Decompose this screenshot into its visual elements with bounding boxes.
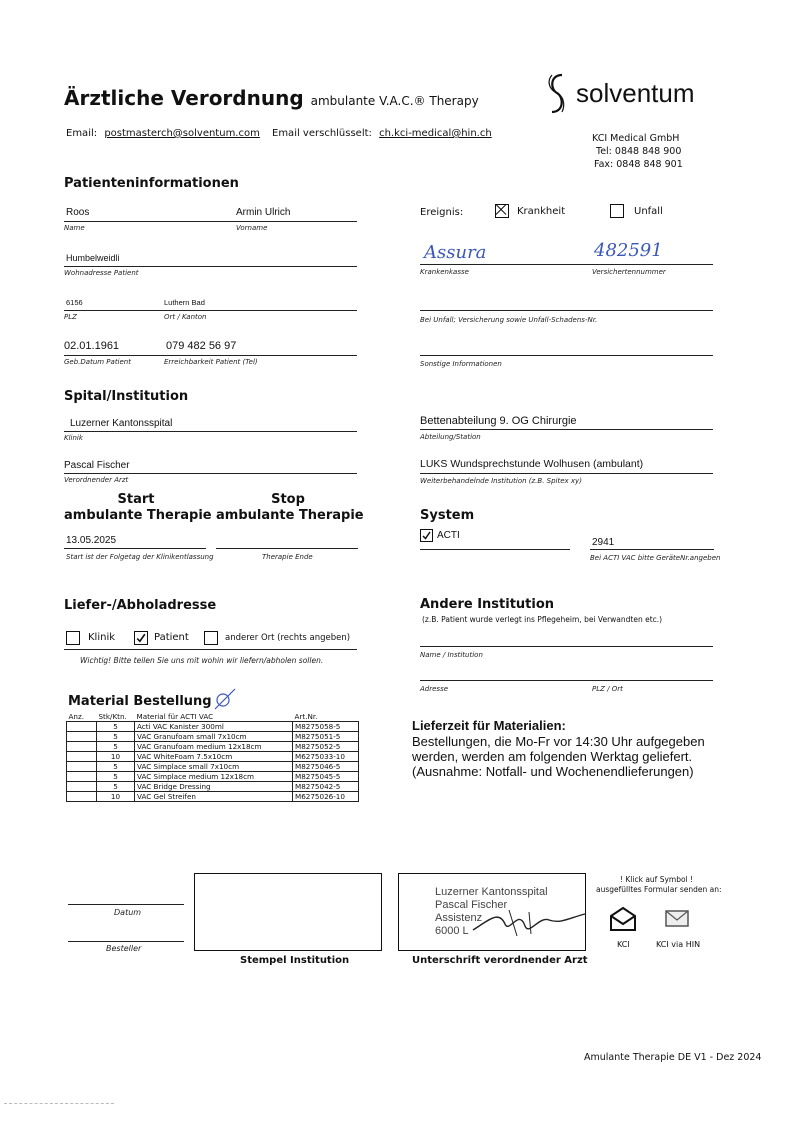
krankheit-label: Krankheit (517, 206, 566, 217)
stempel-box[interactable] (194, 873, 382, 951)
col-material: Material für ACTI VAC (135, 712, 293, 722)
andere-name-caption: Name / Institution (420, 651, 483, 659)
table-row[interactable]: 5 Acti VAC Kanister 300ml M8275058-5 (67, 722, 359, 732)
weiterbehandelnde-caption: Weiterbehandelnde Institution (z.B. Spitex xy) (420, 477, 582, 485)
start-date-value[interactable]: 13.05.2025 (66, 535, 117, 546)
patient-ort[interactable]: Luthern Bad (164, 298, 205, 307)
col-anz: Anz. (67, 712, 97, 722)
table-row[interactable]: 5 VAC Simplace medium 12x18cm M8275045-5 (67, 772, 359, 782)
arzt-caption: Verordnender Arzt (64, 476, 129, 484)
table-row[interactable]: 10 VAC WhiteFoam 7.5x10cm M6275033-10 (67, 752, 359, 762)
col-artnr: Art.Nr. (293, 712, 359, 722)
abteilung-value[interactable]: Bettenabteilung 9. OG Chirurgie (420, 415, 577, 427)
plz-caption: PLZ (64, 313, 77, 321)
stempel-caption: Stempel Institution (240, 955, 350, 966)
liefer-patient-checkbox[interactable] (134, 631, 148, 645)
andere-adresse-caption: Adresse (420, 685, 449, 693)
material-table (66, 712, 359, 802)
system-heading: System (420, 508, 475, 523)
patient-vorname[interactable]: Armin Ulrich (236, 207, 291, 218)
geraet-caption: Bei ACTI VAC bitte GeräteNr.angeben (590, 554, 721, 562)
signature-icon (469, 900, 589, 940)
address-caption: Wohnadresse Patient (64, 269, 139, 277)
email-label: Email: (66, 128, 98, 139)
patient-plz[interactable]: 6156 (66, 298, 83, 307)
versichertennummer-caption: Versichertennummer (592, 268, 666, 276)
table-row[interactable]: 5 VAC Granufoam small 7x10cm M8275051-5 (67, 732, 359, 742)
patient-dob[interactable]: 02.01.1961 (64, 340, 120, 352)
lieferzeit-line1: Bestellungen, die Mo-Fr vor 14:30 Uhr aufgegeben (412, 734, 705, 749)
andere-plz-caption: PLZ / Ort (592, 685, 623, 693)
andere-subtitle: (z.B. Patient wurde verlegt ins Pflegeheim, bei Verwandten etc.) (422, 615, 663, 624)
send-hint: ausgefülltes Formular senden an: (596, 885, 722, 894)
ereignis-label: Ereignis: (420, 207, 464, 218)
company-tel: Tel: 0848 848 900 (596, 146, 682, 157)
email-encrypted-label: Email verschlüsselt: (272, 128, 372, 139)
unfall-caption: Bei Unfall; Versicherung sowie Unfall-Schadens-Nr. (420, 316, 598, 324)
material-heading: Material Bestellung (68, 694, 212, 709)
patient-heading: Patienteninformationen (64, 176, 239, 191)
email-link[interactable]: postmasterch@solventum.com (104, 128, 260, 139)
table-row[interactable]: 5 VAC Bridge Dressing M8275042-5 (67, 782, 359, 792)
liefer-klinik-checkbox[interactable] (66, 631, 80, 645)
stop-heading-1: Stop (271, 492, 305, 507)
spital-heading: Spital/Institution (64, 389, 189, 404)
patient-name[interactable]: Roos (66, 207, 90, 218)
lieferzeit-heading: Lieferzeit für Materialien: (412, 718, 566, 733)
geraet-value[interactable]: 2941 (592, 537, 615, 548)
sonstige-caption: Sonstige Informationen (420, 360, 502, 368)
name-caption: Name (64, 224, 85, 232)
liefer-patient-label: Patient (154, 632, 189, 643)
end-caption: Therapie Ende (262, 553, 313, 561)
company-name: KCI Medical GmbH (592, 133, 680, 144)
material-header-row (67, 712, 359, 722)
stamp-line-1: Luzerner Kantonsspital (435, 886, 548, 898)
unfall-checkbox[interactable] (610, 204, 624, 218)
tel-caption: Erreichbarkeit Patient (Tel) (164, 358, 258, 366)
krankheit-checkbox[interactable] (495, 204, 509, 218)
datum-caption: Datum (114, 908, 142, 917)
check-icon (135, 632, 147, 644)
liefer-anderer-label: anderer Ort (rechts angeben) (225, 633, 351, 643)
stamp-line-4: 6000 L (435, 925, 469, 937)
order-mark-icon (212, 686, 238, 712)
liefer-anderer-checkbox[interactable] (204, 631, 218, 645)
email-encrypted-link[interactable]: ch.kci-medical@hin.ch (379, 128, 492, 139)
klick-hint: ! Klick auf Symbol ! (620, 875, 694, 884)
patient-tel[interactable]: 079 482 56 97 (166, 340, 237, 352)
versichertennummer-value[interactable]: 482591 (594, 240, 663, 261)
table-row[interactable]: 5 VAC Simplace small 7x10cm M8275046-5 (67, 762, 359, 772)
dob-caption: Geb.Datum Patient (64, 358, 131, 366)
page-title: Ärztliche Verordnung ambulante V.A.C.® Therapy (64, 86, 479, 110)
table-row[interactable]: 10 VAC Gel Streifen M6275026-10 (67, 792, 359, 802)
vorname-caption: Vorname (236, 224, 268, 232)
besteller-caption: Besteller (106, 944, 142, 953)
krankenkasse-value[interactable]: Assura (424, 242, 487, 263)
kci-label: KCI (617, 940, 630, 949)
lieferzeit-line3: (Ausnahme: Notfall- und Wochenendlieferungen) (412, 764, 694, 779)
acti-checkbox[interactable] (420, 529, 433, 542)
unterschrift-box[interactable] (398, 873, 586, 951)
stamp-line-2: Pascal Fischer (435, 899, 508, 911)
ort-caption: Ort / Kanton (164, 313, 207, 321)
page-subtitle: ambulante V.A.C.® Therapy (310, 94, 479, 108)
arzt-value[interactable]: Pascal Fischer (64, 460, 130, 471)
lieferzeit-line2: werden, werden am folgenden Werktag geliefert. (412, 749, 693, 764)
kci-hin-label: KCI via HIN (656, 940, 701, 949)
klinik-value[interactable]: Luzerner Kantonsspital (70, 418, 173, 429)
bottom-dots-divider (4, 1103, 114, 1104)
liefer-note: Wichtig! Bitte teilen Sie uns mit wohin wir liefern/abholen sollen. (80, 656, 324, 665)
start-caption: Start ist der Folgetag der Klinikentlassung (66, 553, 214, 561)
version-label: Amulante Therapie DE V1 - Dez 2024 (584, 1052, 762, 1063)
patient-address[interactable]: Humbelweidli (66, 253, 120, 263)
stamp-line-3: Assistenz (435, 912, 483, 924)
kci-email-icon[interactable] (608, 906, 638, 932)
start-heading-1: Start (117, 492, 155, 507)
liefer-klinik-label: Klinik (88, 632, 116, 643)
klinik-caption: Klinik (64, 434, 83, 442)
weiterbehandelnde-value[interactable]: LUKS Wundsprechstunde Wolhusen (ambulant) (420, 458, 644, 470)
stop-heading-2: ambulante Therapie (216, 508, 364, 523)
unfall-label: Unfall (634, 206, 663, 217)
check-icon (421, 530, 432, 541)
andere-heading: Andere Institution (420, 597, 555, 612)
col-stk: Stk/Ktn. (97, 712, 135, 722)
company-fax: Fax: 0848 848 901 (594, 159, 683, 170)
kci-hin-email-icon[interactable] (664, 908, 690, 930)
abteilung-caption: Abteilung/Station (420, 433, 481, 441)
liefer-heading: Liefer-/Abholadresse (64, 598, 217, 613)
start-heading-2: ambulante Therapie (64, 508, 212, 523)
logo-text: solventum (576, 78, 695, 108)
acti-label: ACTI (437, 530, 460, 541)
table-row[interactable]: 5 VAC Granufoam medium 12x18cm M8275052-5 (67, 742, 359, 752)
unterschrift-caption: Unterschrift verordnender Arzt (412, 955, 588, 966)
krankenkasse-caption: Krankenkasse (420, 268, 469, 276)
solventum-s-icon (544, 72, 570, 116)
